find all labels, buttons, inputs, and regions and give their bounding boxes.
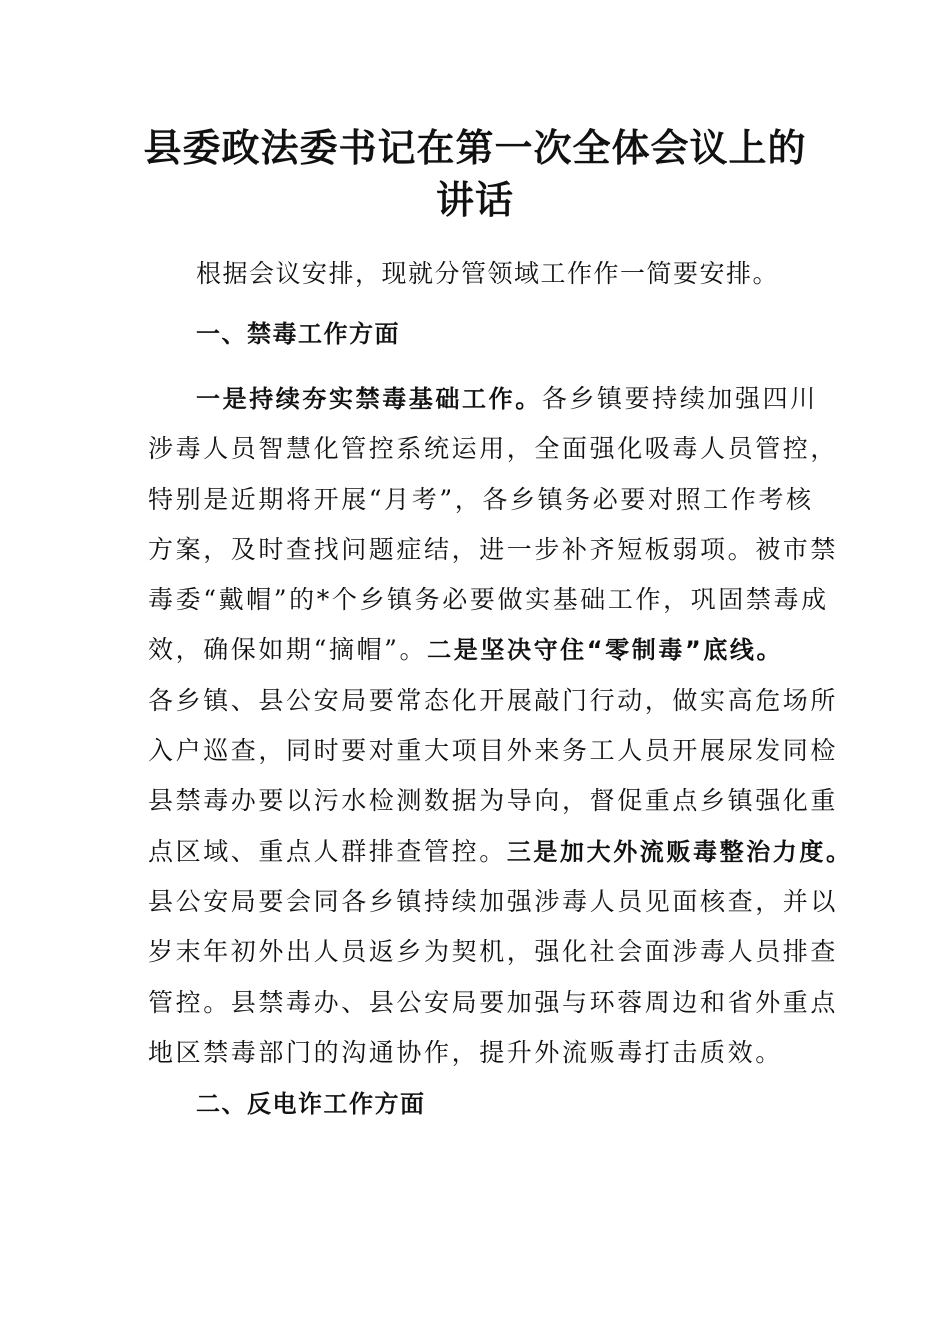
body-line [148,827,853,877]
body-line: 地区禁毒部门的沟通协作，提升外流贩毒打击质效。 [148,1037,783,1067]
intro-paragraph: 根据会议安排，现就分管领域工作作一简要安排。 [196,259,780,288]
bold-phrase: 三是加大外流贩毒整治力度。 [506,837,853,866]
body-line: 县禁毒办要以污水检测数据为导向，督促重点乡镇强化重 [148,786,839,816]
body-line: 各乡镇、县公安局要常态化开展敲门行动，做实高危场所 [148,685,839,715]
body-line [148,625,838,675]
line-text: 点区域、重点人群排查管控。 [148,836,507,866]
line-text: 效，确保如期“摘帽”。 [148,635,428,665]
document-title: 县委政法委书记在第一次全体会议上的讲话 [143,125,807,222]
body-line: 岁末年初外出人员返乡为契机，强化社会面涉毒人员排查 [148,937,839,967]
body-line: 方案，及时查找问题症结，进一步补齐短板弱项。被市禁 [148,534,839,564]
body-line: 特别是近期将开展“月考”，各乡镇务必要对照工作考核 [148,484,814,514]
bold-phrase: 一是持续夯实禁毒基础工作。 [196,385,542,413]
section-heading-anti-fraud: 二、反电诈工作方面 [196,1090,426,1118]
body-line: 毒委“戴帽”的*个乡镇务必要做实基础工作，巩固禁毒成 [148,585,829,615]
section-body-anti-drug [148,374,853,1078]
bold-phrase: 二是坚决守住“零制毒”底线。 [427,636,784,665]
body-line [148,374,838,424]
line-text: 各乡镇要持续加强四川 [541,384,818,413]
body-line: 入户巡查，同时要对重大项目外来务工人员开展尿发同检 [148,736,839,766]
section-heading-anti-drug: 一、禁毒工作方面 [196,320,400,348]
body-line: 管控。县禁毒办、县公安局要加强与环蓉周边和省外重点 [148,987,839,1017]
body-line: 县公安局要会同各乡镇持续加强涉毒人员见面核查，并以 [148,886,839,916]
body-line: 涉毒人员智慧化管控系统运用，全面强化吸毒人员管控， [148,434,839,464]
